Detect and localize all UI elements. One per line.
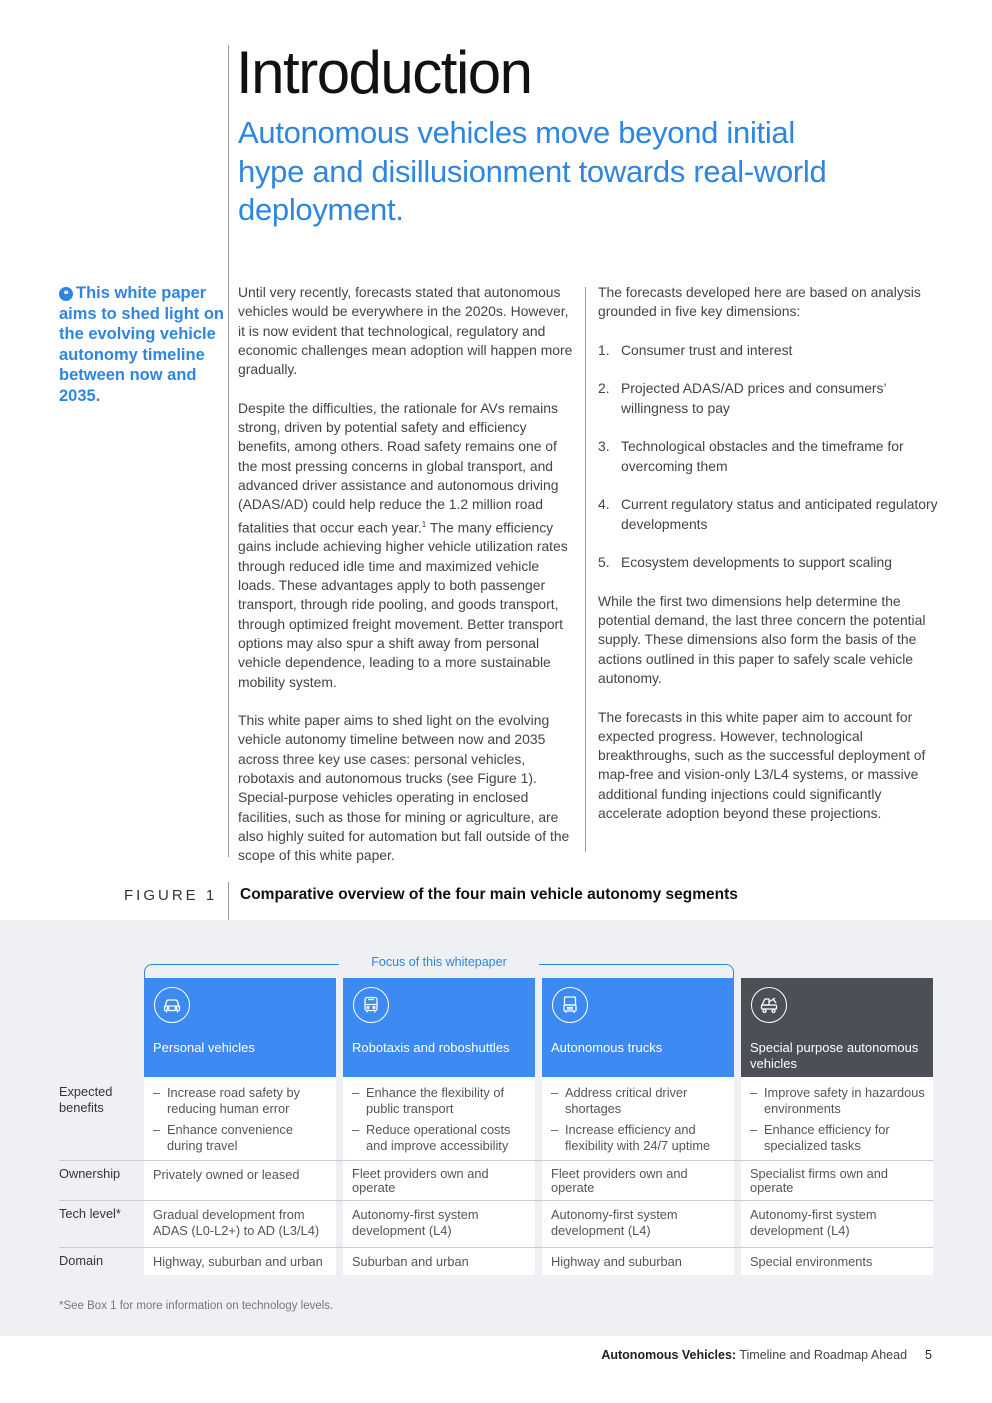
truck-icon [552, 987, 588, 1023]
ownership-cell: Fleet providers own and operate [343, 1161, 535, 1200]
tech-cell: Autonomy-first system development (L4) [343, 1201, 535, 1247]
dimensions-list [598, 341, 938, 573]
segment-label: Robotaxis and roboshuttles [352, 1040, 510, 1055]
benefits-cell: – Address critical driver shortages – Increase efficiency and flexibility with 24/7 uptime [542, 1077, 734, 1160]
focus-label: Focus of this whitepaper [339, 955, 539, 969]
segment-label: Personal vehicles [153, 1040, 255, 1055]
list-item: 2. Projected ADAS/AD prices and consumers’ willingness to pay [598, 380, 887, 416]
paragraph: The forecasts developed here are based on analysis grounded in five key dimensions: [598, 284, 921, 320]
segment-label: Special purpose autonomous vehicles [750, 1040, 919, 1071]
paragraph: The forecasts in this white paper aim to account for expected progress. However, technological breakthroughs, such as the successful deployment of map-free and vision-only L3/L4 systems, or massive additional funding injections could significantly accelerate adoption beyond these projections. [598, 708, 926, 822]
ownership-cell: Specialist firms own and operate [741, 1161, 933, 1200]
domain-cell: Suburban and urban [343, 1248, 535, 1275]
row-label-ownership: Ownership [59, 1166, 121, 1181]
paragraph: Despite the difficulties, the rationale for AVs remains strong, driven by potential safety and efficiency benefits, among others. Road safety remains one of the most pressing concerns in global transport, and advanced driver assistance and autonomous driving (ADAS/AD) could help reduce the 1.2 million road fatalities that occur each year.$^1$ The many efficiency gains include achieving higher vehicle utilization rates through reduced idle time and maximized vehicle loads. These advantages apply to both passenger transport, through ride pooling, and goods transport, through optimized freight movement. Better transport options may also spur a shift away from personal vehicle dependence, leading to a more sustainable mobility system. [238, 399, 568, 690]
tech-cell: Gradual development from ADAS (L0-L2+) to AD (L3/L4) [144, 1201, 336, 1247]
page-title: Introduction [236, 39, 532, 106]
segment-label: Autonomous trucks [551, 1040, 663, 1055]
figure-title: Comparative overview of the four main vehicle autonomy segments [240, 886, 738, 903]
pull-quote-text: This white paper aims to shed light on the evolving vehicle autonomy timeline between now and 2035. [59, 284, 225, 405]
row-label-domain: Domain [59, 1253, 104, 1268]
list-item: 4. Current regulatory status and anticipated regulatory developments [598, 496, 938, 532]
car-icon [154, 987, 190, 1023]
domain-cell: Highway and suburban [542, 1248, 734, 1275]
quote-icon: ❝ [59, 287, 73, 301]
page-footer [601, 1348, 932, 1362]
paragraph: This white paper aims to shed light on the evolving vehicle autonomy timeline between now and 2035 across three key use cases: personal vehicles, robotaxis and autonomous trucks (see Figure 1). Special-purpose vehicles operating in enclosed facilities, such as those for mining or agriculture, are also highly suited for automation but fall outside of the scope of this white paper. [238, 712, 570, 864]
header-divider-line [228, 45, 229, 857]
body-column-2 [598, 283, 938, 843]
list-item: 1. Consumer trust and interest [598, 341, 793, 358]
footer-title-bold: Autonomous Vehicles: [601, 1348, 737, 1362]
row-label-tech: Tech level* [59, 1206, 121, 1221]
segment-special-purpose [741, 978, 933, 1077]
list-item: 5. Ecosystem developments to support scaling [598, 554, 893, 571]
tech-cell: Autonomy-first system development (L4) [542, 1201, 734, 1247]
tech-cell: Autonomy-first system development (L4) [741, 1201, 933, 1247]
figure-footnote: *See Box 1 for more information on technology levels. [59, 1300, 334, 1312]
figure-label: FIGURE 1 [124, 887, 218, 904]
body-column-1 [238, 283, 576, 885]
segment-robotaxis [343, 978, 535, 1077]
paragraph: While the first two dimensions help determine the potential demand, the last three concern the potential supply. These dimensions also form the basis of the actions outlined in this paper to safely scale vehicle autonomy. [598, 592, 926, 686]
page-subtitle: Autonomous vehicles move beyond initial hype and disillusionment towards real-world deployment. [238, 115, 827, 227]
mining-vehicle-icon [751, 987, 787, 1023]
row-label-benefits: Expected benefits [59, 1084, 113, 1115]
segment-autonomous-trucks [542, 978, 734, 1077]
list-item: 3. Technological obstacles and the timeframe for overcoming them [598, 438, 904, 474]
bus-icon [353, 987, 389, 1023]
domain-cell: Special environments [741, 1248, 933, 1275]
benefits-cell: – Increase road safety by reducing human error – Enhance convenience during travel [144, 1077, 336, 1160]
ownership-cell: Fleet providers own and operate [542, 1161, 734, 1200]
page-number: 5 [925, 1348, 932, 1362]
figure-divider-line [228, 882, 229, 920]
column-divider-line [585, 287, 586, 852]
segment-personal-vehicles [144, 978, 336, 1077]
pull-quote [59, 283, 224, 407]
footnote-ref: 1 [421, 519, 427, 529]
ownership-cell: Privately owned or leased [144, 1161, 336, 1200]
paragraph: Until very recently, forecasts stated that autonomous vehicles would be everywhere in the 2020s. However, it is now evident that technological, regulatory and economic challenges mean adoption will happen more gradually. [238, 284, 573, 378]
domain-cell: Highway, suburban and urban [144, 1248, 336, 1275]
benefits-cell: – Improve safety in hazardous environments – Enhance efficiency for specialized tasks [741, 1077, 933, 1160]
footer-title: Timeline and Roadmap Ahead [736, 1348, 908, 1362]
benefits-cell: – Enhance the flexibility of public transport – Reduce operational costs and improve accessibility [343, 1077, 535, 1160]
